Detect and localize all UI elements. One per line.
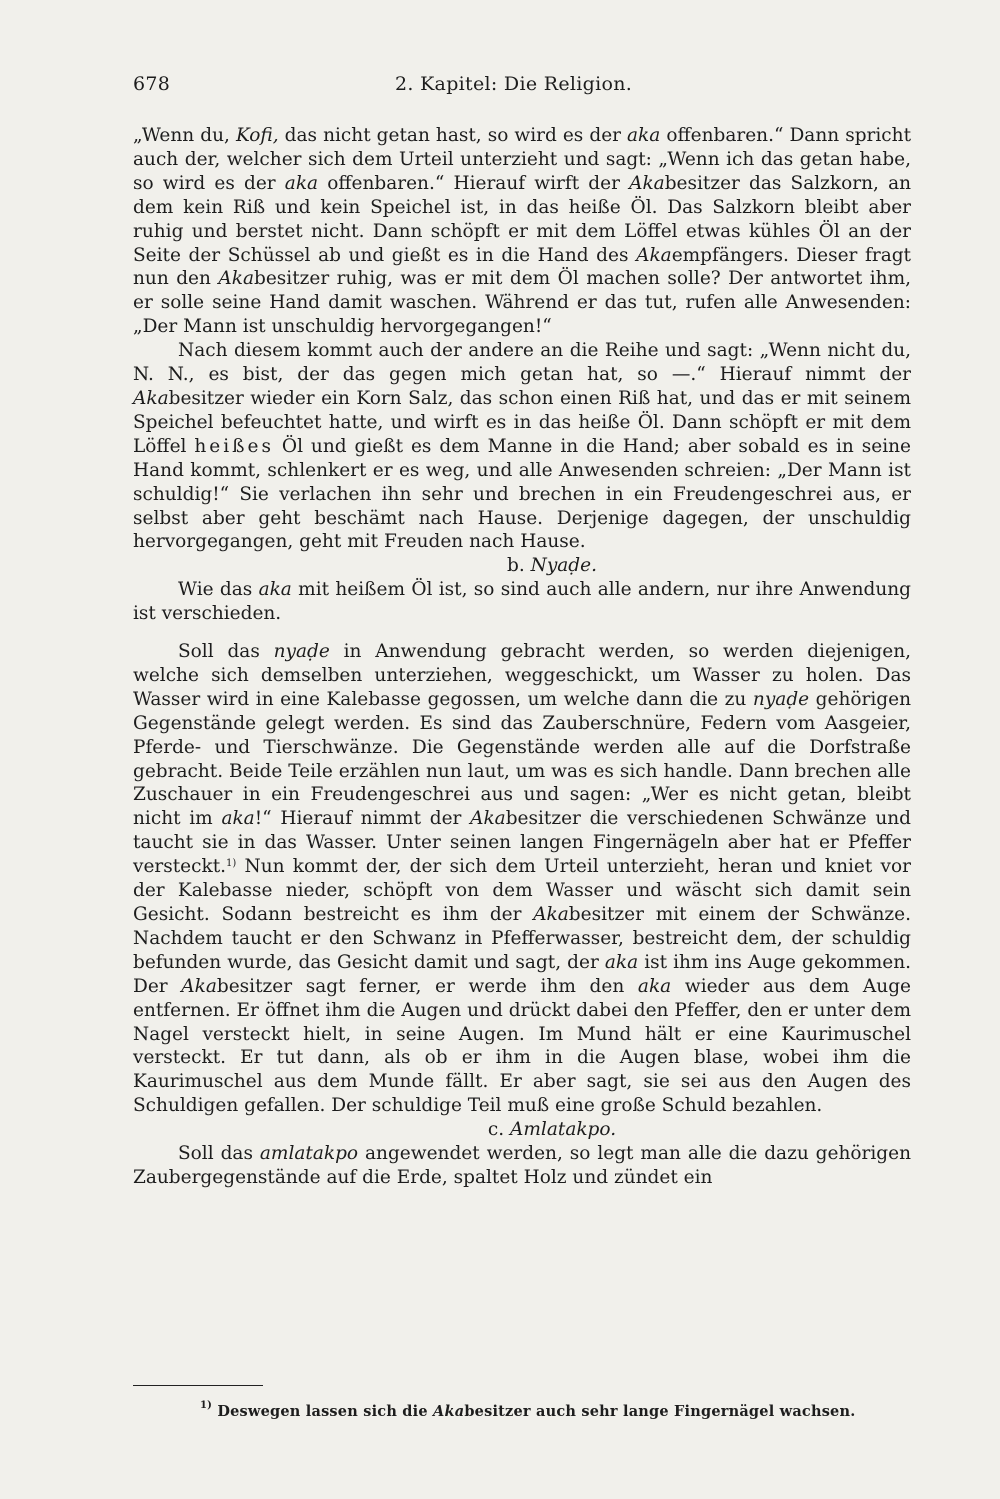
italic-term: Aka: [470, 808, 506, 830]
text-run: offenbaren.“ Hierauf wirft der: [318, 172, 630, 194]
text-run: Nach diesem kommt auch der andere an die Reihe und sagt: „Wenn nicht du, N. N., es bist, der das gegen mich getan hat, so —.“ Hierauf nimmt der: [133, 340, 911, 386]
body-text: [133, 124, 911, 1190]
text-run: wieder aus dem Auge entfernen. Er öffnet ihm die Augen und drückt dabei den Pfeffer, den er unter dem Nagel versteckt hielt, in seine Augen. Im Mund hält er eine Kaurimuschel versteckt. Er tut dann, als ob er ihm in die Augen blase, wobei ihm die Kaurimuschel aus dem Munde fällt. Er aber sagt, sie sei aus den Augen des Schuldigen gefallen. Der schuldige Teil muß eine große Schuld bezahlen.: [133, 975, 911, 1117]
text-run: besitzer die verschiedenen Schwänze und taucht sie in das Wasser. Unter seinen langen Fingernägeln aber hat er Pfeffer versteckt.: [133, 808, 911, 878]
paragraph-2: [133, 339, 911, 554]
text-run: Soll das: [178, 641, 274, 663]
paragraph-4: [133, 640, 911, 1118]
text-run: !“ Hierauf nimmt der: [254, 808, 471, 830]
italic-term: Aka: [629, 172, 665, 194]
text-run: besitzer mit einem der Schwänze. Nachdem taucht er den Schwanz in Pfefferwasser, bestreicht dem, der schuldig befunden wurde, das Gesicht damit und sagt, der: [133, 904, 911, 973]
text-run: offenbaren.“ Dann spricht auch der, welcher sich dem Urteil unterzieht und sagt: „Wenn ich das getan habe, so wird es der: [133, 125, 912, 194]
text-run: Nun kommt der, der sich dem Urteil unterzieht, heran und kniet vor der Kalebasse nieder, schöpft von dem Wasser und wäscht sich damit sein Gesicht. Sodann bestreicht es ihm der: [133, 856, 911, 925]
italic-term: Aka: [636, 244, 672, 266]
heading-prefix: b.: [507, 555, 531, 577]
text-run: angewendet werden, so legt man alle die dazu gehörigen Zaubergegenstände auf die Erde, spaltet Holz und zündet ein: [133, 1143, 911, 1188]
text-run: ist ihm ins Auge gekommen. Der: [133, 951, 911, 997]
page-header: [133, 73, 913, 103]
spaced-emphasis: heißes: [194, 435, 274, 457]
text-run: das nicht getan hast, so wird es der: [278, 125, 628, 146]
italic-term: Aka: [181, 975, 217, 997]
italic-term: aka: [637, 975, 672, 997]
page-number: 678: [133, 73, 171, 95]
text-run: „Wenn du,: [133, 125, 236, 146]
text-run: empfängers. Dieser fragt nun den: [133, 244, 911, 290]
paragraph-1: [133, 124, 911, 339]
text-run: gehörigen Gegenstände gelegt werden. Es sind das Zauberschnüre, Federn vom Aasgeier, Pferde- und Tierschwänze. Die Gegenstände werden alle auf die Dorfstraße gebracht. Beide Teile erzählen nun laut, um was es sich handle. Dann brechen alle Zuschauer in ein Freudengeschrei aus und sagen: „Wer es nicht getan, bleibt nicht im: [133, 688, 911, 830]
italic-term: aka: [258, 579, 292, 601]
text-run: besitzer sagt ferner, er werde ihm den: [216, 975, 638, 997]
italic-term: aka: [604, 951, 639, 973]
italic-term: Aka: [433, 1403, 465, 1420]
footnote-rule: [133, 1385, 263, 1386]
text-run: Deswegen lassen sich die: [212, 1403, 434, 1420]
running-title: 2. Kapitel: Die Religion.: [395, 73, 633, 95]
heading-title: Nyaḍe.: [530, 555, 597, 577]
section-heading-b: [133, 554, 911, 578]
text-run: besitzer wieder ein Korn Salz, das schon einen Riß hat, und das er mit seinem Speichel befeuchtet hatte, und wirft es in das heiße Öl. Dann schöpft er mit dem Löffel: [133, 387, 911, 457]
text-run: Wie das: [178, 579, 259, 601]
italic-term: nyaḍe: [752, 688, 810, 710]
italic-term: nyaḍe: [273, 641, 330, 663]
text-run: besitzer ruhig, was er mit dem Öl machen solle? Der antwortet ihm, er solle seine Hand damit waschen. Während er das tut, rufen alle Anwesenden: „Der Mann ist unschuldig hervorgegangen!“: [133, 268, 911, 338]
italic-term: aka: [627, 125, 661, 146]
italic-term: amlatakpo: [259, 1143, 359, 1165]
italic-term: aka: [284, 172, 319, 194]
italic-term: Aka: [133, 387, 169, 409]
footnote-marker: 1): [200, 1400, 213, 1411]
text-run: Öl und gießt es dem Manne in die Hand; aber sobald es in seine Hand kommt, schlenkert er es weg, und alle Anwesenden schreien: „Der Mann ist schuldig!“ Sie verlachen ihn sehr und brechen in ein Freudengeschrei aus, er selbst aber geht beschämt nach Hause. Derjenige dagegen, der unschuldig hervorgegangen, geht mit Freuden nach Hause.: [133, 435, 911, 553]
paragraph-3: [133, 578, 911, 626]
heading-prefix: c.: [487, 1119, 511, 1141]
italic-term: Aka: [218, 268, 254, 290]
text-run: mit heißem Öl ist, so sind auch alle andern, nur ihre Anwendung ist verschieden.: [133, 579, 911, 625]
italic-term: Kofi,: [235, 125, 279, 146]
footnote: [200, 1400, 900, 1420]
text-run: besitzer das Salzkorn, an dem kein Riß und kein Speichel ist, in das heiße Öl. Das Salzkorn bleibt aber ruhig und berstet nicht. Dann schöpft er mit dem Löffel etwas kühles Öl an der Seite der Schüssel ab und gießt es in die Hand des: [133, 172, 912, 266]
text-run: Soll das: [178, 1143, 260, 1165]
footnote-ref: 1): [226, 858, 237, 870]
italic-term: aka: [221, 808, 255, 830]
heading-title: Amlatakpo.: [510, 1119, 617, 1141]
section-heading-c: [133, 1118, 911, 1142]
text-run: besitzer auch sehr lange Fingernägel wachsen.: [464, 1403, 856, 1420]
text-run: in Anwendung gebracht werden, so werden diejenigen, welche sich demselben unterziehen, weggeschickt, um Wasser zu holen. Das Wasser wird in eine Kalebasse gegossen, um welche dann die zu: [133, 641, 912, 710]
paragraph-5: [133, 1142, 911, 1190]
italic-term: Aka: [533, 904, 569, 925]
